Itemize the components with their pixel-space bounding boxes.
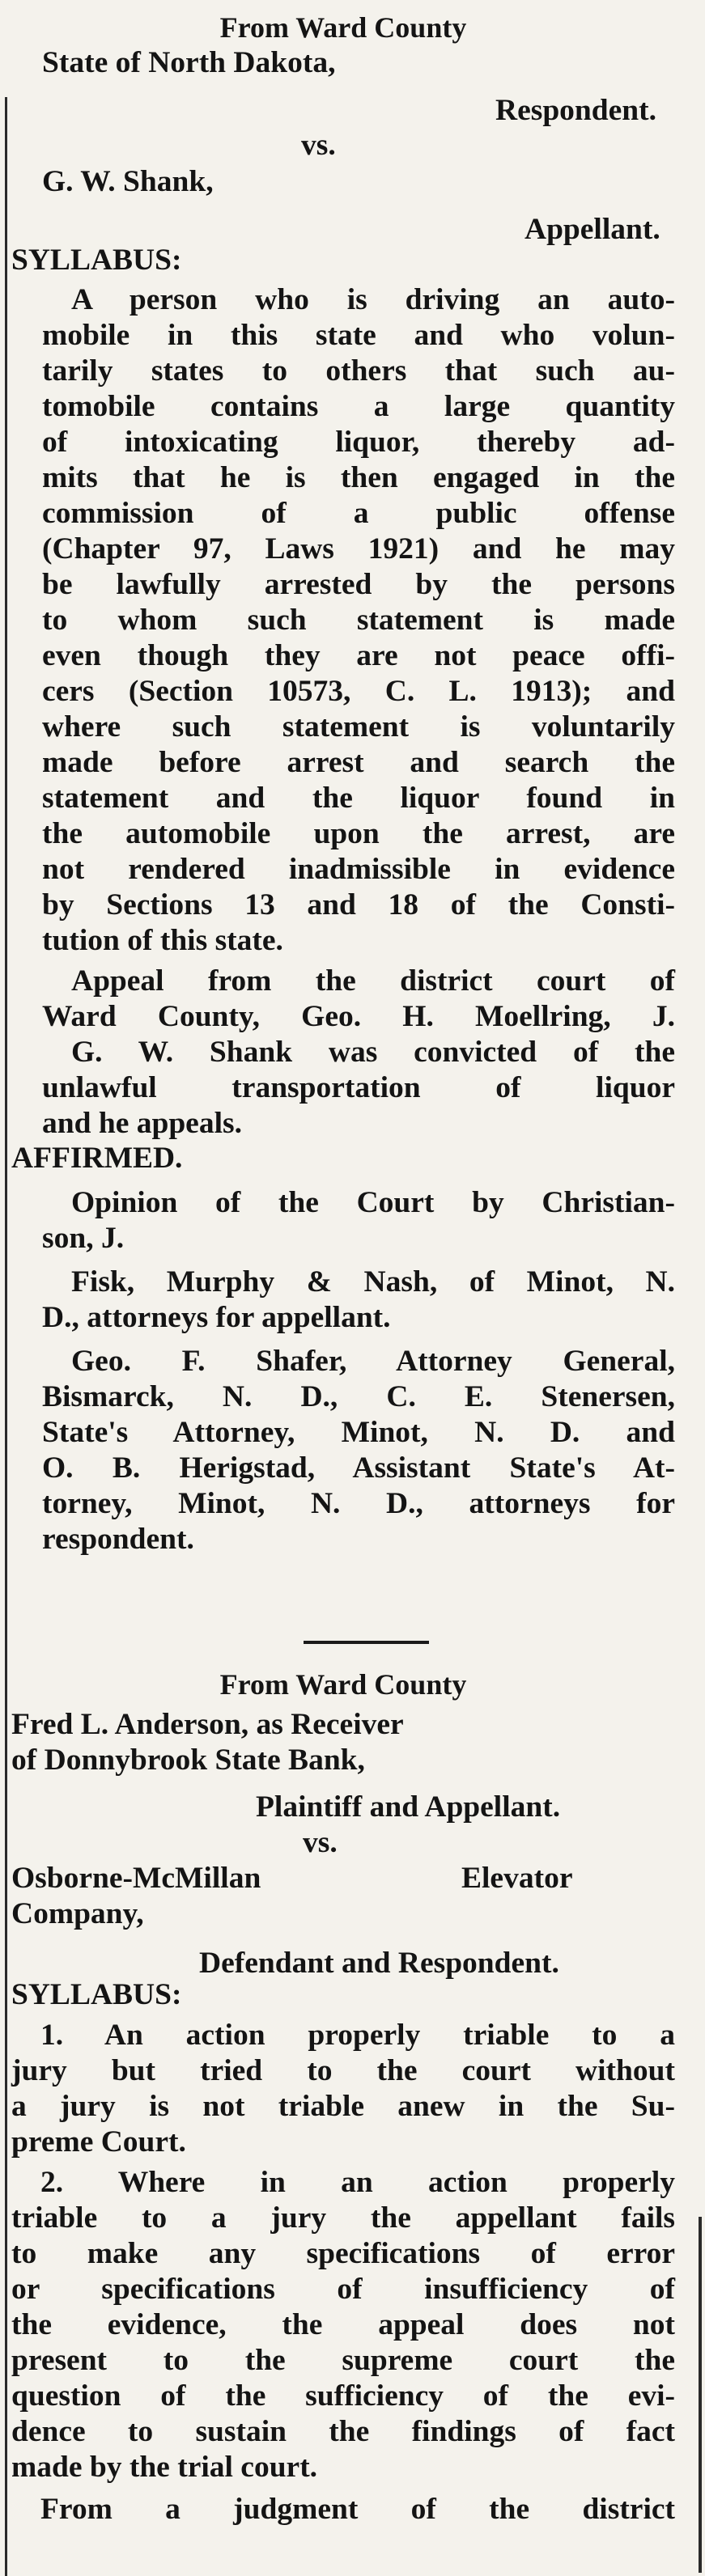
case1-line: and he appeals. — [42, 1107, 242, 1140]
case1-line: D., attorneys for appellant. — [42, 1301, 391, 1334]
case2-line: Company, — [11, 1897, 144, 1930]
case1-line: statement and the liquor found in — [42, 782, 675, 815]
case2-syllabus-label: SYLLABUS: — [11, 1978, 182, 2011]
case1-line: commission of a public offense — [42, 497, 675, 530]
section-divider — [304, 1641, 429, 1644]
case2-line: triable to a jury the appellant fails — [11, 2201, 675, 2235]
case1-line: made before arrest and search the — [42, 746, 675, 779]
case2-line: Defendant and Respondent. — [199, 1947, 559, 1980]
case1-line: State of North Dakota, — [42, 46, 336, 79]
case1-line: tarily states to others that such au- — [42, 354, 675, 388]
case1-line: vs. — [301, 129, 336, 162]
case2-line: made by the trial court. — [11, 2451, 318, 2484]
case1-syllabus-label: SYLLABUS: — [11, 244, 182, 277]
case1-line: tomobile contains a large quantity — [42, 390, 675, 423]
case1-line: be lawfully arrested by the persons — [42, 568, 675, 601]
case1-line: the automobile upon the arrest, are — [42, 817, 675, 850]
case1-line: Respondent. — [495, 94, 656, 127]
case1-line: A person who is driving an auto- — [71, 283, 675, 316]
case2-line: Elevator — [461, 1862, 573, 1895]
case1-line: mits that he is then engaged in the — [42, 461, 675, 494]
case1-line: G. W. Shank was convicted of the — [71, 1036, 675, 1069]
column-rule-left — [5, 97, 7, 2576]
case1-line: torney, Minot, N. D., attorneys for — [42, 1487, 675, 1520]
case1-line: even though they are not peace offi- — [42, 639, 675, 672]
case1-line: tution of this state. — [42, 924, 283, 957]
case2-line: or specifications of insufficiency of — [11, 2273, 675, 2306]
case2-line: 1. An action properly triable to a — [40, 2019, 675, 2052]
case1-line: O. B. Herigstad, Assistant State's At- — [42, 1451, 675, 1485]
case1-line: Ward County, Geo. H. Moellring, J. — [42, 1000, 675, 1033]
case1-line: (Chapter 97, Laws 1921) and he may — [42, 532, 675, 566]
case2-line: the evidence, the appeal does not — [11, 2308, 675, 2341]
case1-line: not rendered inadmissible in evidence — [42, 853, 675, 886]
column-rule-right — [699, 2217, 702, 2573]
case2-line: Plaintiff and Appellant. — [256, 1790, 561, 1824]
case2-line: question of the sufficiency of the evi- — [11, 2379, 675, 2413]
case1-line: Appeal from the district court of — [71, 964, 675, 998]
case1-heading: From Ward County — [219, 11, 467, 44]
case1-line: Bismarck, N. D., C. E. Stenersen, — [42, 1380, 675, 1413]
case2-line: jury but tried to the court without — [11, 2054, 675, 2087]
case1-line: G. W. Shank, — [42, 165, 214, 198]
case1-line: son, J. — [42, 1222, 125, 1255]
case1-line: of intoxicating liquor, thereby ad- — [42, 426, 675, 459]
case1-line: Fisk, Murphy & Nash, of Minot, N. — [71, 1265, 675, 1299]
case2-line: From a judgment of the district — [40, 2493, 675, 2526]
case1-line: to whom such statement is made — [42, 604, 675, 637]
case1-line: by Sections 13 and 18 of the Consti- — [42, 888, 675, 922]
case2-line: Fred L. Anderson, as Receiver — [11, 1708, 404, 1741]
case2-line: vs. — [303, 1826, 338, 1859]
case1-line: mobile in this state and who volun- — [42, 319, 675, 352]
case1-line: State's Attorney, Minot, N. D. and — [42, 1416, 675, 1449]
case2-line: present to the supreme court the — [11, 2344, 675, 2377]
case1-line: Opinion of the Court by Christian- — [71, 1186, 675, 1219]
case1-line: where such statement is voluntarily — [42, 710, 675, 744]
case1-line: unlawful transportation of liquor — [42, 1071, 675, 1104]
case2-line: 2. Where in an action properly — [40, 2166, 675, 2199]
case1-affirmed: AFFIRMED. — [11, 1142, 183, 1175]
case2-line: to make any specifications of error — [11, 2237, 675, 2270]
case2-line: Osborne-McMillan — [11, 1862, 261, 1895]
case1-line: cers (Section 10573, C. L. 1913); and — [42, 675, 675, 708]
case2-line: dence to sustain the findings of fact — [11, 2415, 675, 2448]
case2-line: of Donnybrook State Bank, — [11, 1743, 365, 1777]
case2-heading: From Ward County — [219, 1668, 467, 1701]
case1-line: Geo. F. Shafer, Attorney General, — [71, 1345, 675, 1378]
case1-line: respondent. — [42, 1523, 194, 1556]
case2-line: a jury is not triable anew in the Su- — [11, 2090, 675, 2123]
case1-line: Appellant. — [525, 213, 660, 246]
case2-line: preme Court. — [11, 2125, 186, 2159]
